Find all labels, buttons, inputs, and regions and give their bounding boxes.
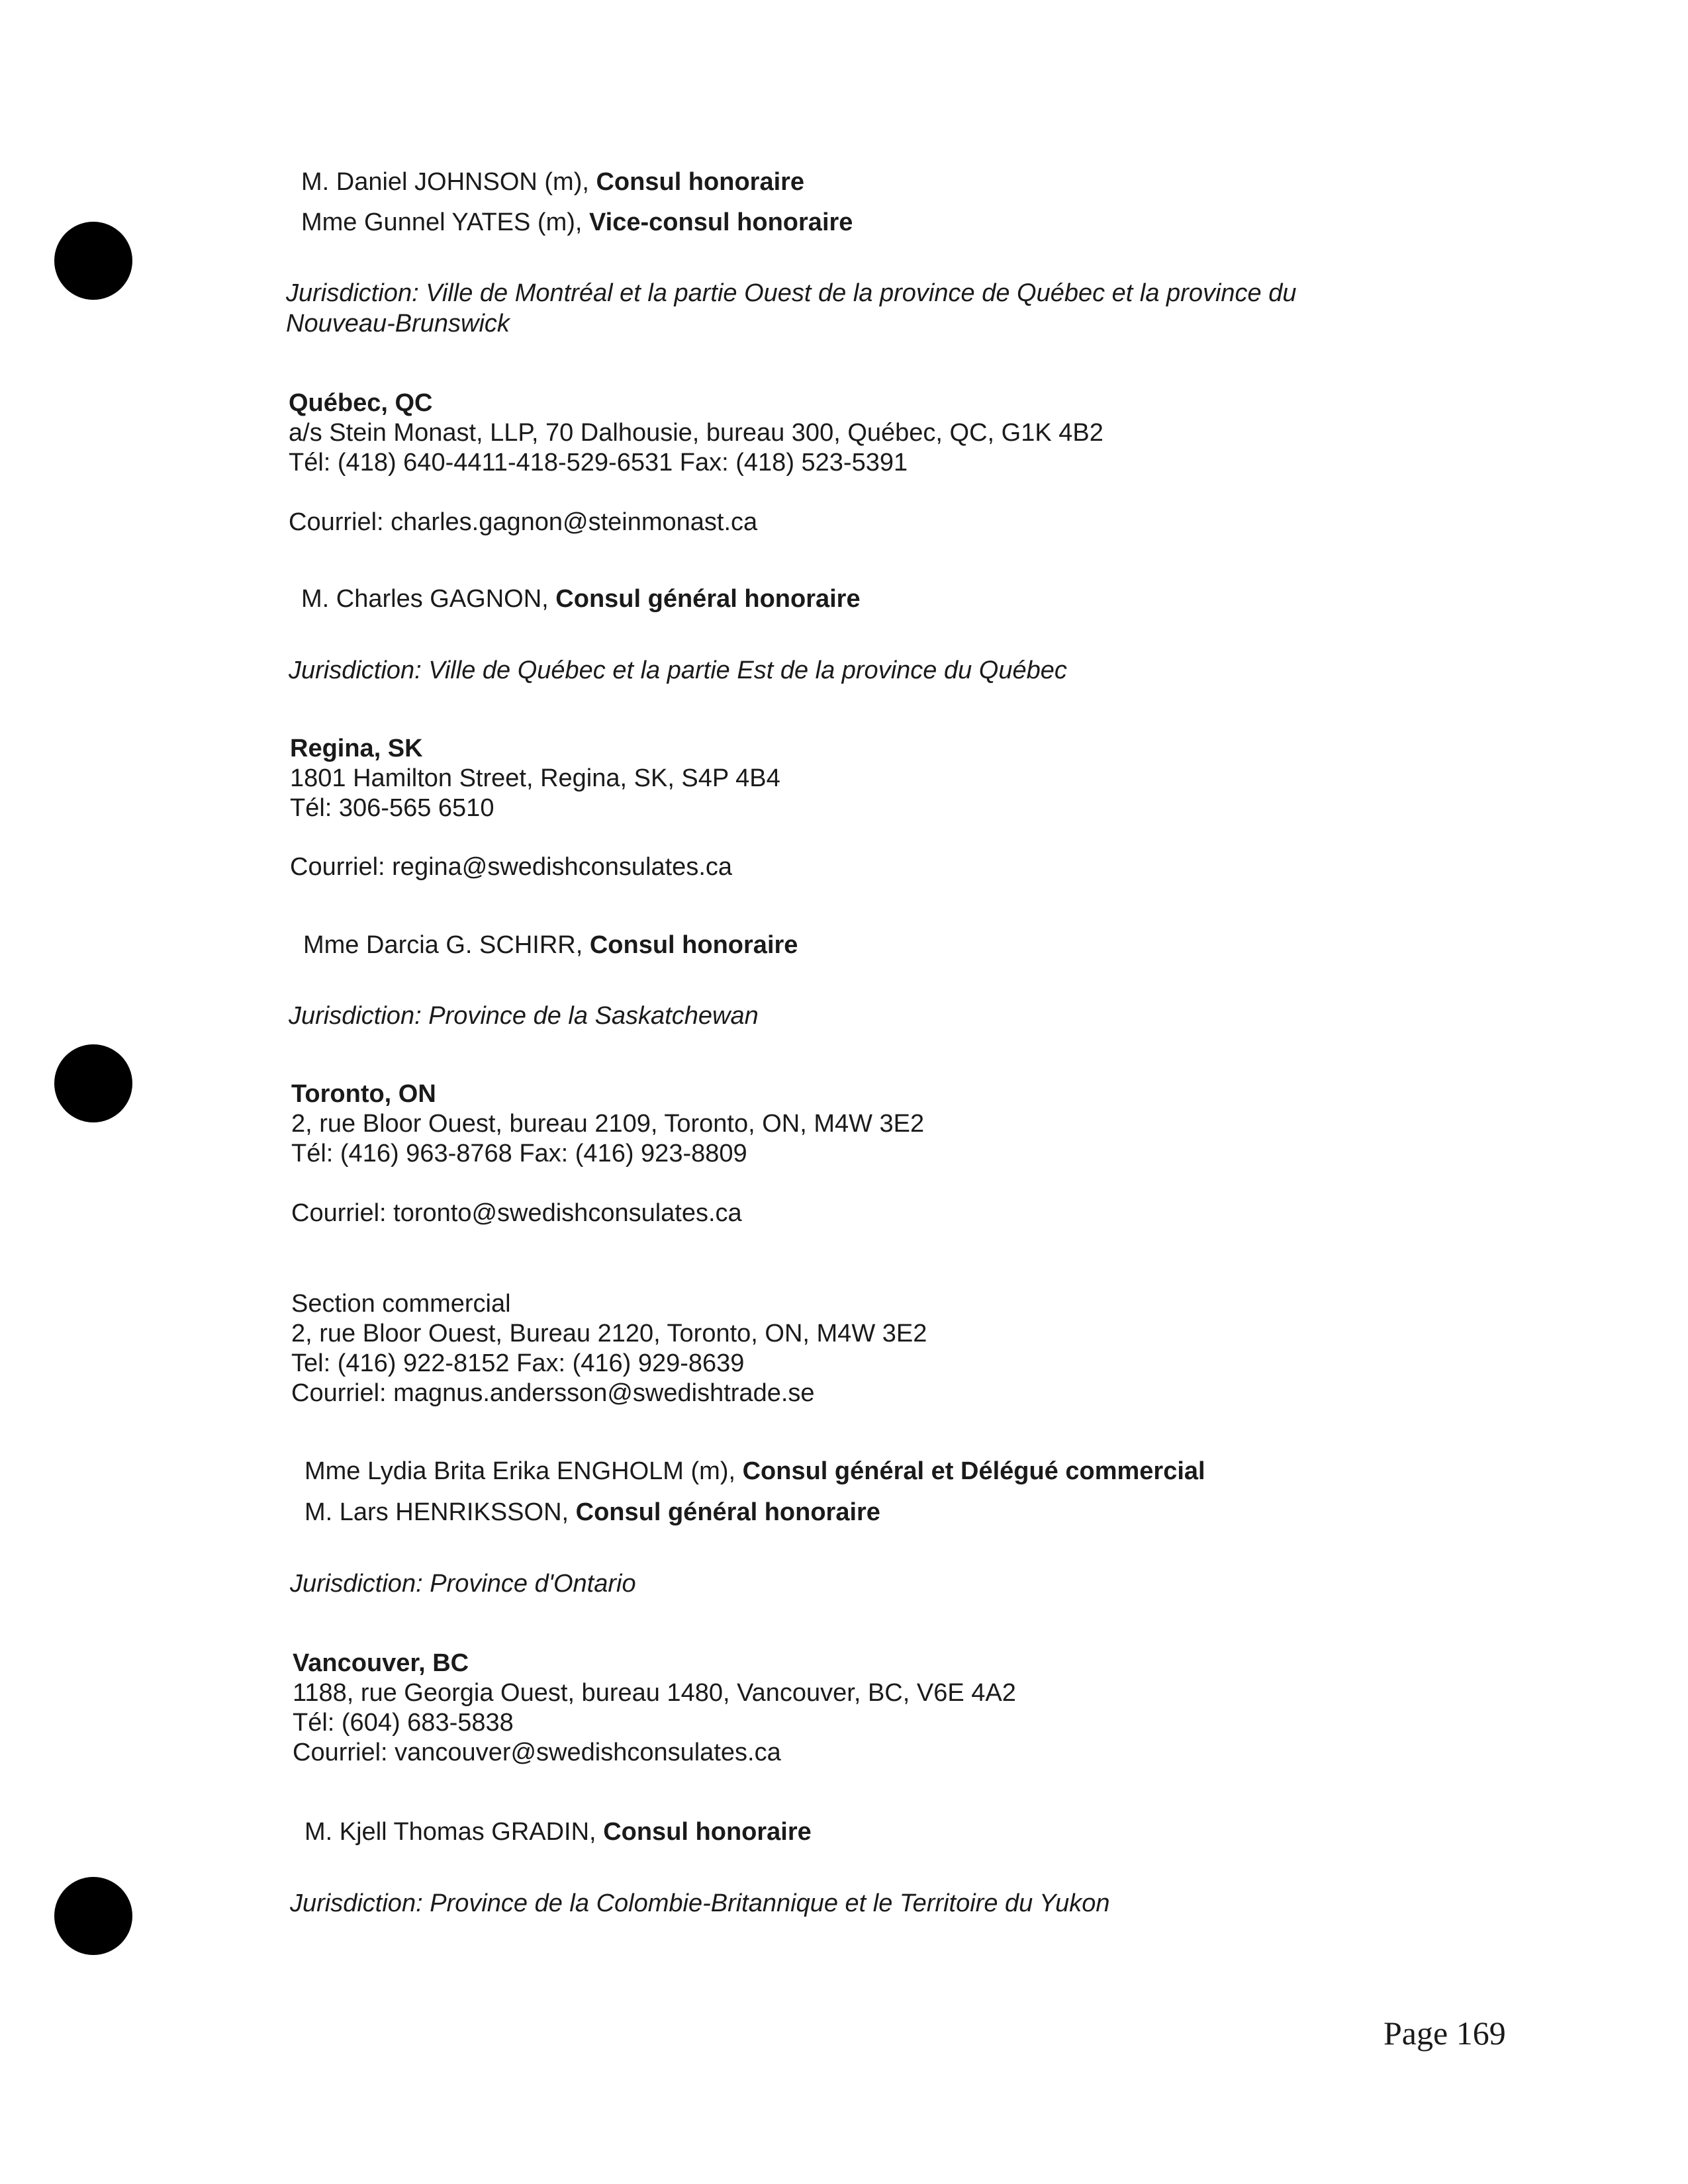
official-name: Mme Lydia Brita Erika ENGHOLM (m), xyxy=(305,1457,736,1485)
email: Courriel: charles.gagnon@steinmonast.ca xyxy=(289,508,758,536)
official-line xyxy=(301,207,853,238)
official-line xyxy=(305,1497,880,1527)
punch-hole-bottom xyxy=(54,1877,132,1955)
official-title: Consul général et Délégué commercial xyxy=(742,1457,1205,1485)
address: 1188, rue Georgia Ouest, bureau 1480, Vancouver, BC, V6E 4A2 xyxy=(293,1679,1016,1707)
page-number: Page 169 xyxy=(1383,2015,1506,2052)
jurisdiction-label: Jurisdiction: xyxy=(290,1889,423,1917)
punch-hole-top xyxy=(54,222,132,300)
jurisdiction-text: Province de la Colombie-Britannique et le Territoire du Yukon xyxy=(430,1889,1110,1917)
city-heading: Toronto, ON xyxy=(291,1080,436,1108)
official-name: M. Lars HENRIKSSON, xyxy=(305,1498,569,1526)
official-line xyxy=(303,930,798,960)
commercial-section-heading: Section commercial xyxy=(291,1290,511,1318)
official-name: M. Kjell Thomas GRADIN, xyxy=(305,1818,596,1846)
official-title: Consul général honoraire xyxy=(575,1498,880,1526)
official-line xyxy=(301,584,861,614)
phone: Tél: 306-565 6510 xyxy=(290,794,494,822)
jurisdiction-regina xyxy=(289,1001,759,1031)
jurisdiction-text: Province de la Saskatchewan xyxy=(428,1002,759,1030)
official-line xyxy=(305,1456,1205,1486)
email: Courriel: regina@swedishconsulates.ca xyxy=(290,853,733,881)
jurisdiction-label: Jurisdiction: xyxy=(289,1002,422,1030)
address: a/s Stein Monast, LLP, 70 Dalhousie, bureau 300, Québec, QC, G1K 4B2 xyxy=(289,419,1103,447)
jurisdiction-vancouver xyxy=(290,1888,1109,1919)
commercial-email: Courriel: magnus.andersson@swedishtrade.se xyxy=(291,1379,815,1407)
official-name: M. Charles GAGNON, xyxy=(301,585,549,613)
city-heading: Vancouver, BC xyxy=(293,1649,469,1677)
commercial-phone: Tel: (416) 922-8152 Fax: (416) 929-8639 xyxy=(291,1349,745,1377)
official-name: Mme Darcia G. SCHIRR, xyxy=(303,931,583,959)
jurisdiction-quebec xyxy=(289,655,1067,686)
email: Courriel: toronto@swedishconsulates.ca xyxy=(291,1199,742,1227)
jurisdiction-montreal xyxy=(286,278,1372,339)
jurisdiction-label: Jurisdiction: xyxy=(286,279,419,307)
official-title: Consul honoraire xyxy=(603,1818,812,1846)
jurisdiction-text: Ville de Québec et la partie Est de la province du Québec xyxy=(428,657,1067,684)
jurisdiction-label: Jurisdiction: xyxy=(289,657,422,684)
jurisdiction-toronto xyxy=(290,1569,636,1599)
official-title: Vice-consul honoraire xyxy=(589,208,853,236)
phone: Tél: (416) 963-8768 Fax: (416) 923-8809 xyxy=(291,1140,747,1167)
official-name: Mme Gunnel YATES (m), xyxy=(301,208,583,236)
city-heading: Regina, SK xyxy=(290,735,423,762)
official-title: Consul honoraire xyxy=(596,168,805,196)
address: 2, rue Bloor Ouest, bureau 2109, Toronto, ON, M4W 3E2 xyxy=(291,1110,925,1138)
phone: Tél: (604) 683-5838 xyxy=(293,1709,514,1737)
official-name: M. Daniel JOHNSON (m), xyxy=(301,168,589,196)
official-title: Consul honoraire xyxy=(589,931,798,959)
jurisdiction-label: Jurisdiction: xyxy=(290,1570,423,1598)
jurisdiction-text: Province d'Ontario xyxy=(430,1570,636,1598)
official-title: Consul général honoraire xyxy=(555,585,861,613)
punch-hole-middle xyxy=(54,1044,132,1122)
commercial-address: 2, rue Bloor Ouest, Bureau 2120, Toronto, ON, M4W 3E2 xyxy=(291,1320,927,1347)
official-line xyxy=(301,167,804,197)
jurisdiction-text: Ville de Montréal et la partie Ouest de la province de Québec et la province du Nouveau-Brunswick xyxy=(286,279,1297,338)
city-heading: Québec, QC xyxy=(289,389,433,417)
email: Courriel: vancouver@swedishconsulates.ca xyxy=(293,1739,781,1766)
phone: Tél: (418) 640-4411-418-529-6531 Fax: (418) 523-5391 xyxy=(289,449,908,477)
address: 1801 Hamilton Street, Regina, SK, S4P 4B4 xyxy=(290,764,780,792)
official-line xyxy=(305,1817,812,1847)
